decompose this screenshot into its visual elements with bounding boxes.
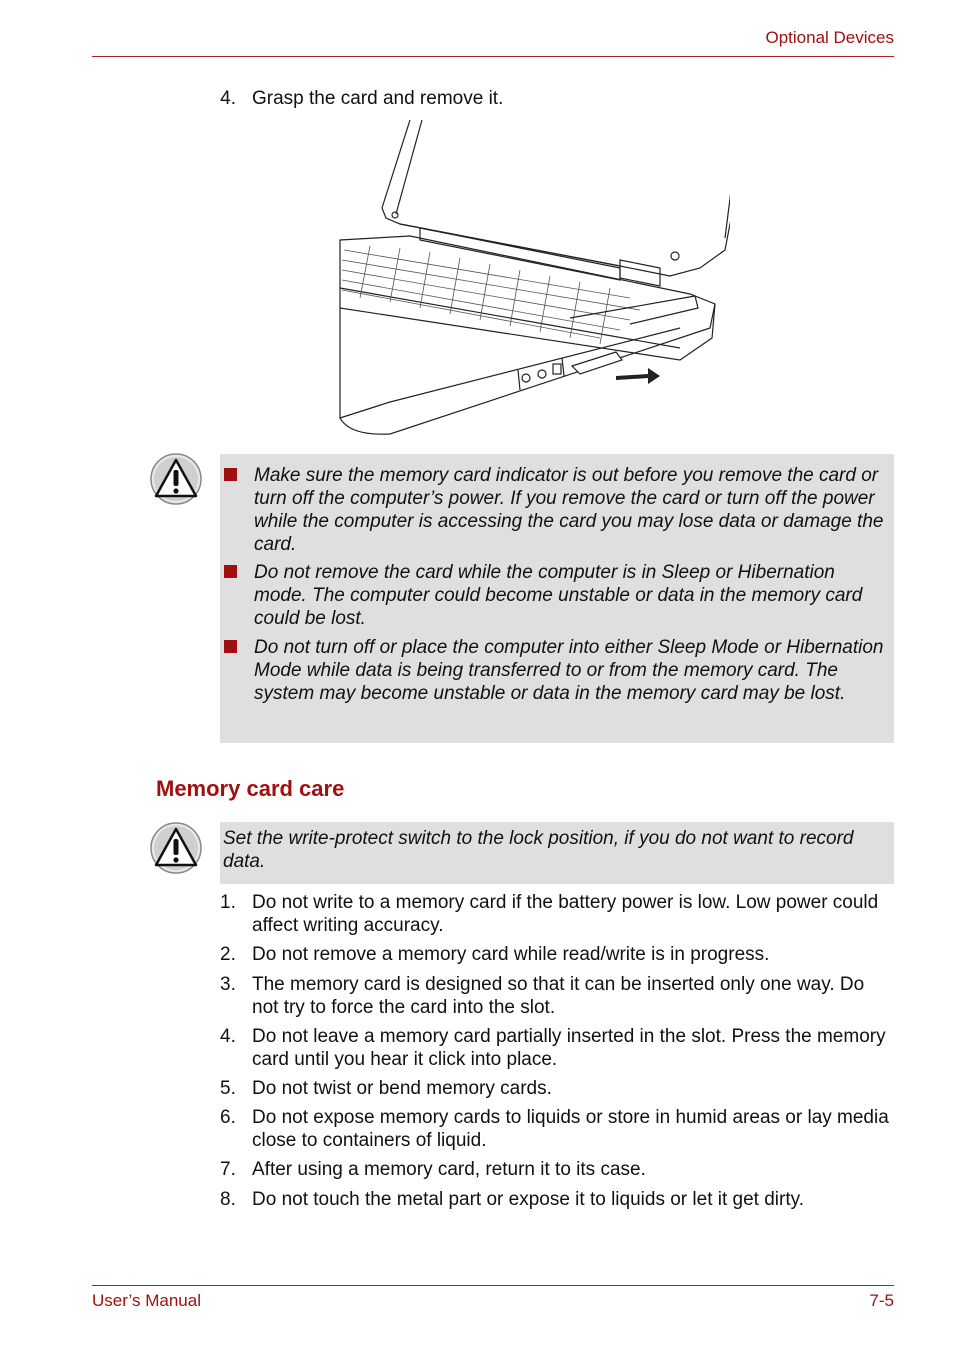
list-item-text: Do not twist or bend memory cards.: [252, 1078, 552, 1099]
list-item-number: 3.: [220, 974, 236, 995]
bullet-square-icon: [224, 565, 237, 578]
laptop-card-removal-figure: [330, 118, 730, 440]
footer-rule: [92, 1285, 894, 1286]
list-item: [220, 1025, 890, 1071]
list-item-text: Do not remove a memory card while read/write is in progress.: [252, 944, 770, 965]
running-header: Optional Devices: [765, 28, 894, 47]
list-item: [220, 1077, 890, 1100]
intro-step-number: 4.: [220, 88, 236, 109]
list-item-number: 1.: [220, 892, 236, 913]
footer-manual-title: User’s Manual: [92, 1291, 201, 1310]
list-item: [220, 943, 890, 966]
list-item-number: 5.: [220, 1078, 236, 1099]
bullet-square-icon: [224, 640, 237, 653]
list-item-text: Do not touch the metal part or expose it to liquids or let it get dirty.: [252, 1189, 804, 1210]
header-rule: [92, 56, 894, 57]
caution-triangle-icon: [150, 453, 202, 505]
section-heading: Memory card care: [156, 776, 345, 801]
list-item-text: Do not write to a memory card if the battery power is low. Low power could affect writing accuracy.: [252, 892, 879, 936]
list-item-number: 6.: [220, 1107, 236, 1128]
caution-triangle-icon: [150, 822, 202, 874]
list-item: [220, 1106, 890, 1152]
bullet-square-icon: [224, 468, 237, 481]
caution-write-protect-text: Set the write-protect switch to the lock position, if you do not want to record data.: [223, 828, 854, 872]
intro-step-text: Grasp the card and remove it.: [252, 88, 504, 109]
list-item: [220, 891, 890, 937]
caution-bullet-1: Make sure the memory card indicator is out before you remove the card or turn off the computer’s power. If you remove the card or turn off the power while the computer is accessing the card you may lose data or damage the card.: [254, 465, 884, 555]
list-item-number: 2.: [220, 944, 236, 965]
list-item-text: After using a memory card, return it to its case.: [252, 1159, 646, 1180]
list-item-text: Do not leave a memory card partially inserted in the slot. Press the memory card until you hear it click into place.: [252, 1026, 886, 1070]
footer-page-number: 7-5: [869, 1291, 894, 1310]
list-item: [220, 1188, 890, 1211]
list-item-text: Do not expose memory cards to liquids or store in humid areas or lay media close to containers of liquid.: [252, 1107, 889, 1151]
list-item-number: 7.: [220, 1159, 236, 1180]
list-item-number: 4.: [220, 1026, 236, 1047]
list-item-text: The memory card is designed so that it can be inserted only one way. Do not try to force the card into the slot.: [252, 974, 865, 1018]
list-item: [220, 973, 890, 1019]
caution-bullet-3: Do not turn off or place the computer into either Sleep Mode or Hibernation Mode while data is being transferred to or from the memory card. The system may become unstable or data in the memory card may be lost.: [254, 637, 884, 704]
list-item-number: 8.: [220, 1189, 236, 1210]
caution-bullet-2: Do not remove the card while the computer is in Sleep or Hibernation mode. The computer could become unstable or data in the memory card could be lost.: [254, 562, 863, 629]
list-item: [220, 1158, 890, 1181]
